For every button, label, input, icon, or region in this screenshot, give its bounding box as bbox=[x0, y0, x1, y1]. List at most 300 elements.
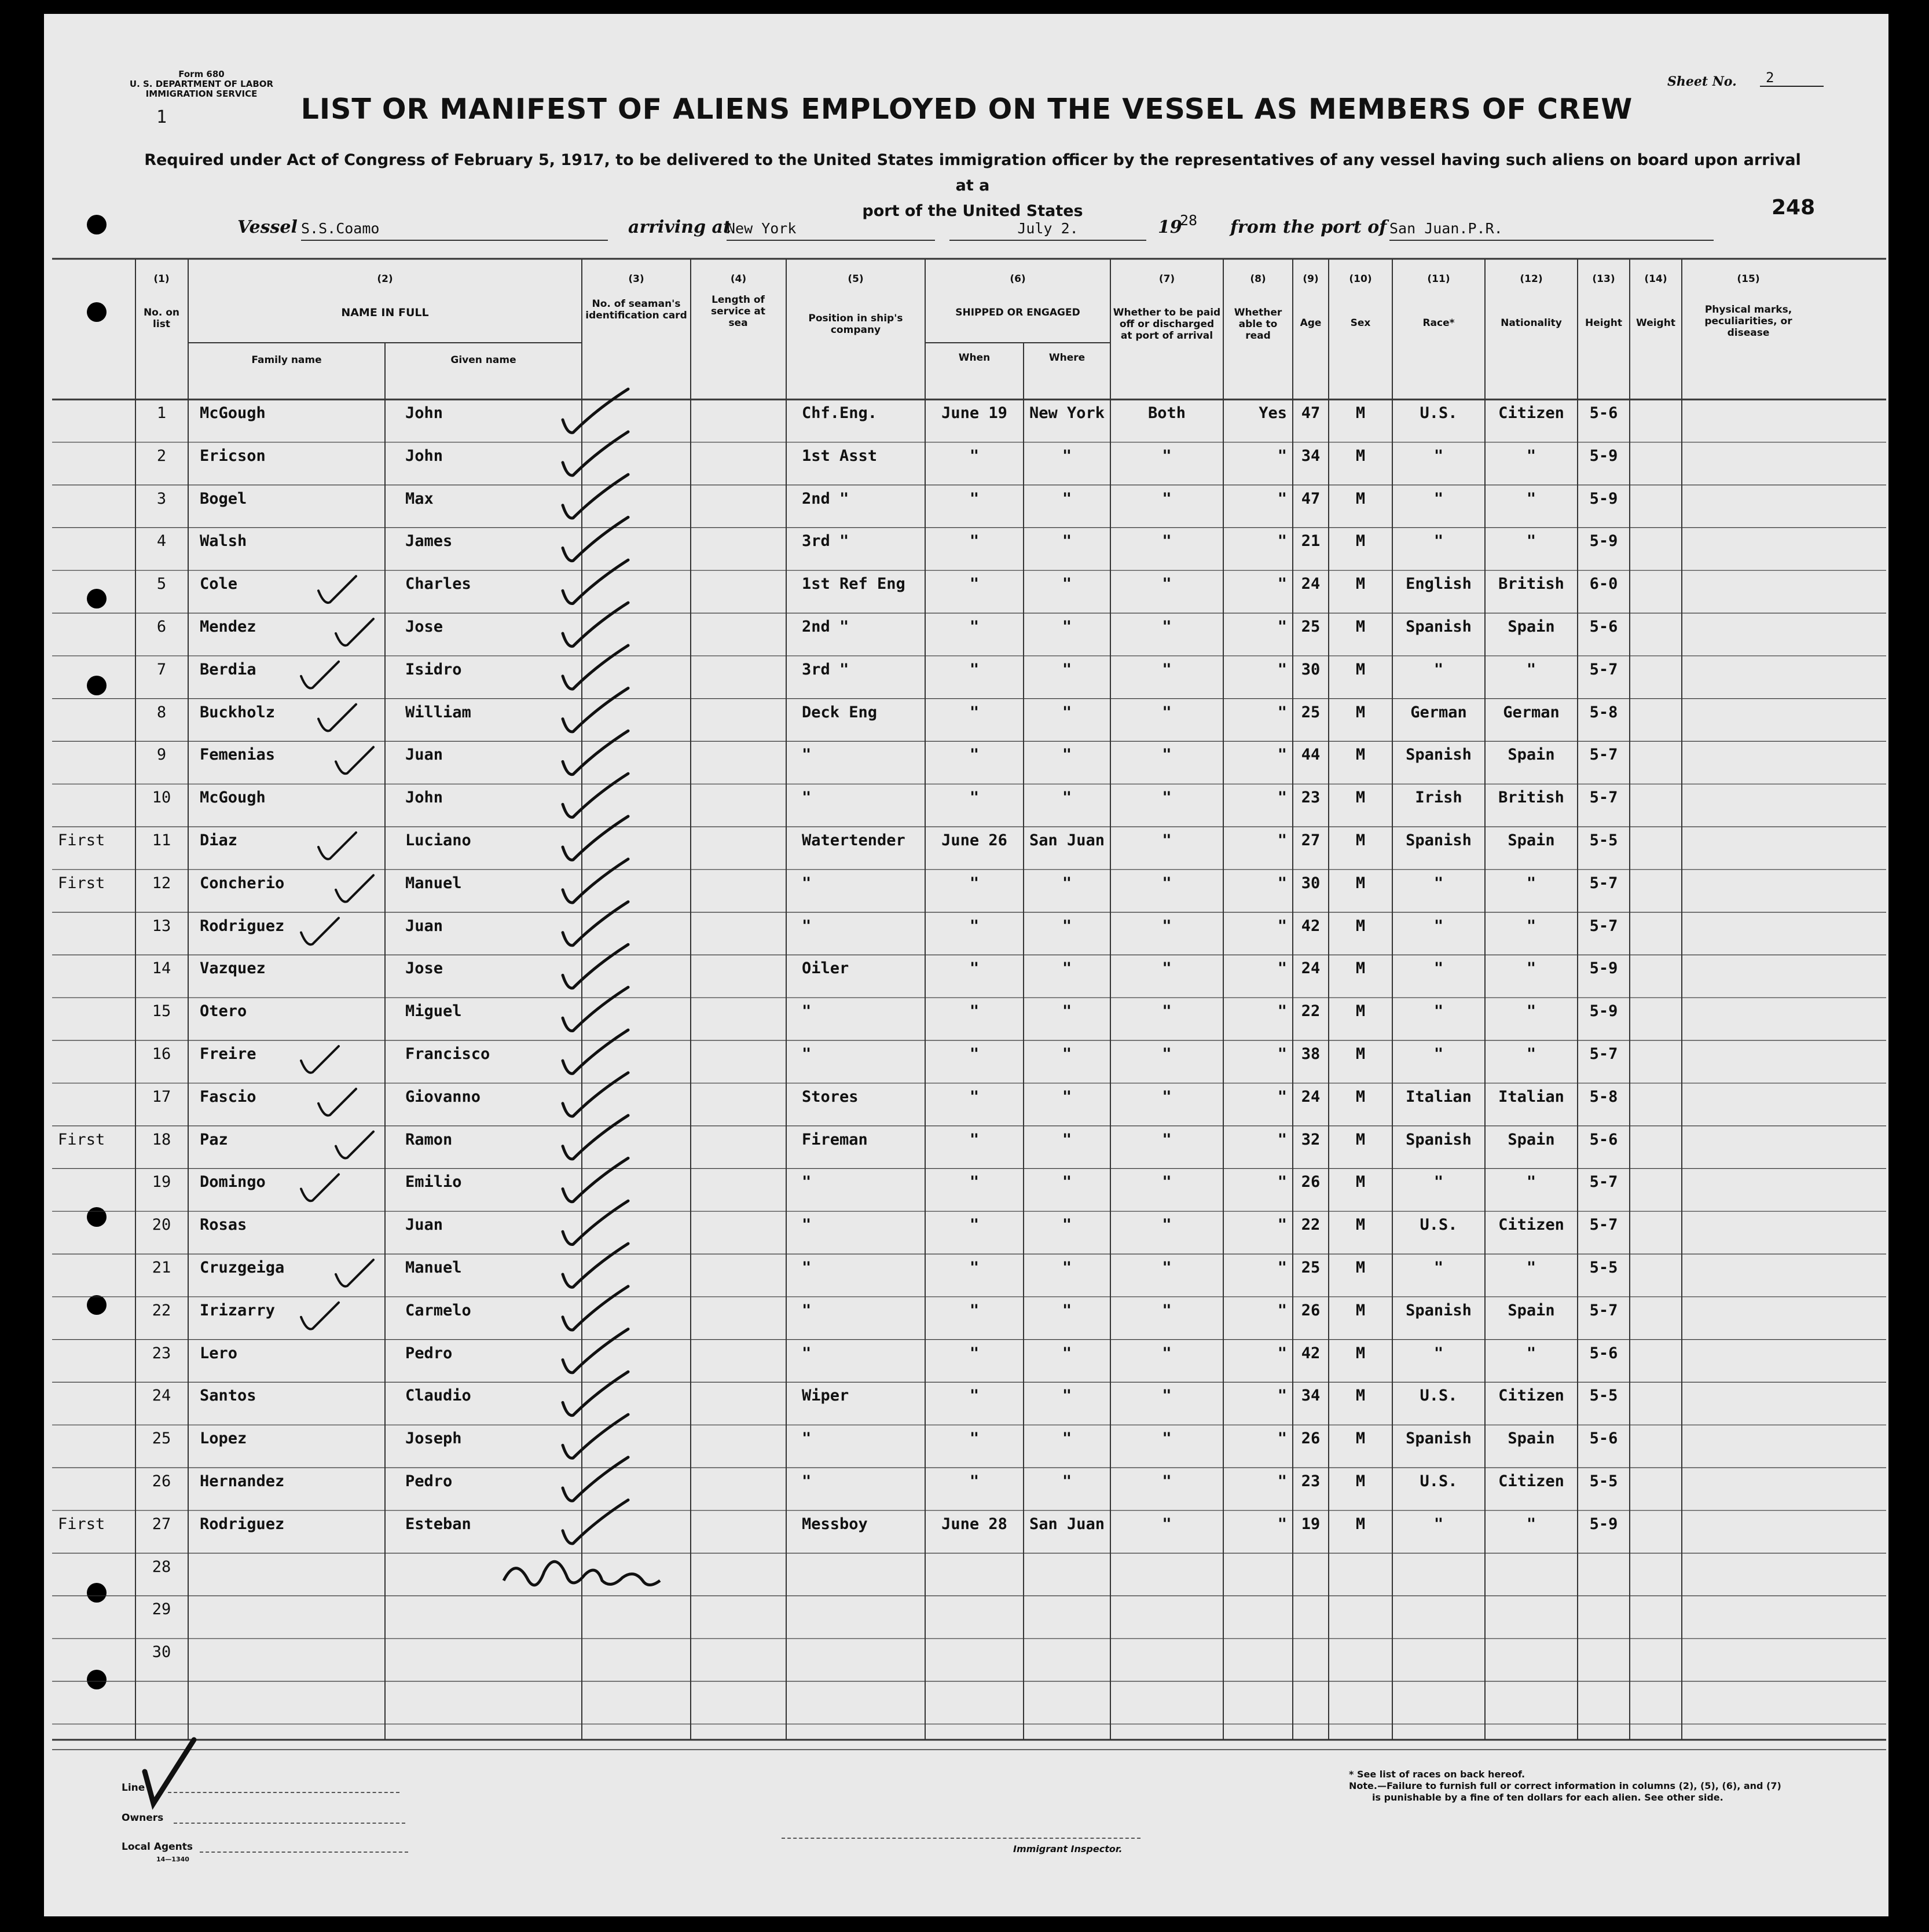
height: 5-5 bbox=[1589, 1387, 1618, 1405]
header-id-card: No. of seaman's identification card bbox=[585, 298, 687, 321]
row-number: 7 bbox=[156, 660, 167, 679]
able-to-read: " bbox=[1277, 575, 1287, 593]
paid-off: " bbox=[1162, 660, 1172, 679]
age: 26 bbox=[1301, 1173, 1321, 1192]
shipped-where: " bbox=[1062, 1173, 1072, 1192]
vessel-name: S.S.Coamo bbox=[301, 220, 608, 241]
able-to-read: " bbox=[1277, 703, 1287, 721]
shipped-where: " bbox=[1062, 1472, 1072, 1490]
service-name: IMMIGRATION SERVICE bbox=[145, 89, 258, 99]
nationality: Citizen bbox=[1498, 1472, 1564, 1490]
shipped-when: " bbox=[969, 1216, 980, 1234]
position: 3rd " bbox=[802, 660, 849, 679]
nationality: " bbox=[1526, 446, 1536, 465]
able-to-read: " bbox=[1277, 1130, 1287, 1149]
position: 2nd " bbox=[802, 489, 849, 508]
family-name: Concherio bbox=[200, 874, 285, 892]
colnum-12: (12) bbox=[1520, 273, 1543, 285]
header-height: Height bbox=[1585, 317, 1622, 329]
able-to-read: " bbox=[1277, 1344, 1287, 1362]
given-name: Charles bbox=[405, 575, 471, 593]
age: 47 bbox=[1301, 489, 1321, 508]
name-checkmark bbox=[336, 1132, 373, 1159]
position: " bbox=[802, 874, 812, 892]
row-number: 16 bbox=[152, 1045, 171, 1063]
row-number: 6 bbox=[156, 618, 167, 636]
paid-off: " bbox=[1162, 1301, 1172, 1319]
row-number: 20 bbox=[152, 1216, 171, 1234]
header-able-read: Whether able to read bbox=[1234, 307, 1282, 342]
row-number: 27 bbox=[152, 1515, 171, 1533]
height: 5-7 bbox=[1589, 1216, 1618, 1234]
able-to-read: " bbox=[1277, 618, 1287, 636]
name-checkmark bbox=[318, 705, 356, 731]
given-name: James bbox=[405, 532, 453, 551]
sex: M bbox=[1355, 1173, 1366, 1192]
name-checkmark bbox=[301, 1046, 339, 1073]
race: Spanish bbox=[1406, 1429, 1472, 1448]
able-to-read: " bbox=[1277, 831, 1287, 849]
paid-off: " bbox=[1162, 746, 1172, 764]
footnote-races: * See list of races on back hereof. bbox=[1349, 1769, 1525, 1780]
nationality: Spain bbox=[1508, 831, 1555, 849]
sheet-number: 2 bbox=[1760, 69, 1824, 87]
shipped-when: " bbox=[969, 618, 980, 636]
able-to-read: " bbox=[1277, 446, 1287, 465]
height: 5-7 bbox=[1589, 874, 1618, 892]
shipped-when: " bbox=[969, 1472, 980, 1490]
id-card-checkmark bbox=[563, 773, 628, 817]
header-name-in-full: NAME IN FULL bbox=[341, 306, 429, 319]
paid-off: " bbox=[1162, 1472, 1172, 1490]
paid-off: " bbox=[1162, 1045, 1172, 1063]
page-title: LIST OR MANIFEST OF ALIENS EMPLOYED ON THE VESSEL AS MEMBERS OF CREW bbox=[300, 93, 1633, 126]
age: 25 bbox=[1301, 703, 1321, 721]
shipped-when: June 19 bbox=[941, 404, 1007, 422]
shipped-where: " bbox=[1062, 618, 1072, 636]
shipped-when: " bbox=[969, 916, 980, 935]
row-number: 18 bbox=[152, 1130, 171, 1149]
footnotes bbox=[1349, 1769, 1812, 1803]
age: 25 bbox=[1301, 1259, 1321, 1277]
row-note: First bbox=[58, 831, 105, 849]
age: 23 bbox=[1301, 789, 1321, 807]
family-name: Femenias bbox=[200, 746, 276, 764]
able-to-read: " bbox=[1277, 1259, 1287, 1277]
shipped-when: " bbox=[969, 575, 980, 593]
id-card-checkmark bbox=[563, 1201, 628, 1244]
id-card-checkmark bbox=[563, 646, 628, 689]
race: " bbox=[1433, 959, 1444, 978]
given-name: Emilio bbox=[405, 1173, 462, 1192]
able-to-read: " bbox=[1277, 660, 1287, 679]
shipped-where: " bbox=[1062, 916, 1072, 935]
sex: M bbox=[1355, 1472, 1366, 1490]
position: " bbox=[802, 1002, 812, 1021]
departure-port: San Juan.P.R. bbox=[1389, 220, 1714, 241]
id-card-checkmark bbox=[563, 1329, 628, 1373]
row-number: 1 bbox=[156, 404, 167, 422]
shipped-where: " bbox=[1062, 1216, 1072, 1234]
able-to-read: " bbox=[1277, 1387, 1287, 1405]
row-number: 10 bbox=[152, 789, 171, 807]
row-note: First bbox=[58, 1130, 105, 1149]
row-number: 21 bbox=[152, 1259, 171, 1277]
position: Deck Eng bbox=[802, 703, 878, 721]
shipped-where: " bbox=[1062, 446, 1072, 465]
paid-off: Both bbox=[1147, 404, 1186, 422]
paid-off: " bbox=[1162, 1344, 1172, 1362]
paid-off: " bbox=[1162, 1130, 1172, 1149]
shipped-when: " bbox=[969, 1429, 980, 1448]
nationality: British bbox=[1498, 789, 1564, 807]
shipped-when: " bbox=[969, 660, 980, 679]
position: 1st Ref Eng bbox=[802, 575, 905, 593]
able-to-read: " bbox=[1277, 1472, 1287, 1490]
header-nationality: Nationality bbox=[1501, 317, 1562, 329]
height: 5-9 bbox=[1589, 532, 1618, 551]
height: 5-6 bbox=[1589, 618, 1618, 636]
family-name: Cole bbox=[200, 575, 238, 593]
sex: M bbox=[1355, 575, 1366, 593]
family-name: Paz bbox=[200, 1130, 228, 1149]
shipped-where: " bbox=[1062, 532, 1072, 551]
able-to-read: " bbox=[1277, 916, 1287, 935]
height: 5-7 bbox=[1589, 916, 1618, 935]
able-to-read: " bbox=[1277, 874, 1287, 892]
age: 23 bbox=[1301, 1472, 1321, 1490]
id-card-checkmark bbox=[563, 816, 628, 860]
position: Wiper bbox=[802, 1387, 849, 1405]
id-card-checkmark bbox=[563, 987, 628, 1031]
age: 24 bbox=[1301, 1087, 1321, 1106]
paid-off: " bbox=[1162, 703, 1172, 721]
paid-off: " bbox=[1162, 959, 1172, 978]
given-name: Max bbox=[405, 489, 434, 508]
family-name: Buckholz bbox=[200, 703, 276, 721]
paid-off: " bbox=[1162, 1173, 1172, 1192]
nationality: " bbox=[1526, 532, 1536, 551]
given-name: Esteban bbox=[405, 1515, 471, 1533]
id-card-checkmark bbox=[563, 902, 628, 945]
paid-off: " bbox=[1162, 489, 1172, 508]
shipped-where: San Juan bbox=[1029, 1515, 1105, 1533]
shipped-when: " bbox=[969, 1387, 980, 1405]
age: 42 bbox=[1301, 916, 1321, 935]
shipped-when: " bbox=[969, 789, 980, 807]
form-code: 14—1340 bbox=[156, 1856, 189, 1863]
id-card-checkmark bbox=[563, 1414, 628, 1458]
race: " bbox=[1433, 1045, 1444, 1063]
id-card-checkmark bbox=[563, 1372, 628, 1415]
id-card-checkmark bbox=[563, 389, 628, 432]
id-card-checkmark bbox=[563, 1500, 628, 1544]
height: 6-0 bbox=[1589, 575, 1618, 593]
row-note: First bbox=[58, 874, 105, 892]
corner-mark: 1 bbox=[156, 107, 167, 127]
race: " bbox=[1433, 660, 1444, 679]
id-card-checkmark bbox=[563, 603, 628, 646]
position: " bbox=[802, 1259, 812, 1277]
height: 5-9 bbox=[1589, 489, 1618, 508]
nationality: Citizen bbox=[1498, 404, 1564, 422]
sex: M bbox=[1355, 489, 1366, 508]
race: Irish bbox=[1415, 789, 1462, 807]
id-card-checkmark bbox=[563, 1457, 628, 1501]
race: " bbox=[1433, 1002, 1444, 1021]
age: 34 bbox=[1301, 446, 1321, 465]
family-name: Walsh bbox=[200, 532, 247, 551]
paid-off: " bbox=[1162, 831, 1172, 849]
race: " bbox=[1433, 874, 1444, 892]
shipped-when: " bbox=[969, 874, 980, 892]
able-to-read: Yes bbox=[1259, 404, 1287, 422]
nationality: Spain bbox=[1508, 618, 1555, 636]
row-number: 29 bbox=[152, 1600, 171, 1619]
sex: M bbox=[1355, 446, 1366, 465]
given-name: Carmelo bbox=[405, 1301, 471, 1319]
position: Oiler bbox=[802, 959, 849, 978]
vessel-label: Vessel bbox=[237, 217, 298, 237]
height: 5-7 bbox=[1589, 1301, 1618, 1319]
age: 30 bbox=[1301, 874, 1321, 892]
shipped-when: " bbox=[969, 1344, 980, 1362]
colnum-11: (11) bbox=[1427, 273, 1450, 285]
nationality: Citizen bbox=[1498, 1387, 1564, 1405]
height: 5-8 bbox=[1589, 703, 1618, 721]
family-name: Fascio bbox=[200, 1087, 256, 1106]
shipped-when: " bbox=[969, 489, 980, 508]
name-checkmark bbox=[336, 619, 373, 646]
age: 42 bbox=[1301, 1344, 1321, 1362]
sex: M bbox=[1355, 1515, 1366, 1533]
owners-label: Owners bbox=[122, 1812, 164, 1824]
family-name: Domingo bbox=[200, 1173, 266, 1192]
nationality: " bbox=[1526, 1515, 1536, 1533]
position: 2nd " bbox=[802, 618, 849, 636]
given-name: John bbox=[405, 446, 443, 465]
family-name: Berdia bbox=[200, 660, 256, 679]
race: Spanish bbox=[1406, 1130, 1472, 1149]
family-name: Santos bbox=[200, 1387, 256, 1405]
race: U.S. bbox=[1420, 1387, 1458, 1405]
sex: M bbox=[1355, 959, 1366, 978]
shipped-where: " bbox=[1062, 746, 1072, 764]
age: 30 bbox=[1301, 660, 1321, 679]
header-physical-marks: Physical marks, peculiarities, or disease bbox=[1704, 304, 1792, 339]
height: 5-8 bbox=[1589, 1087, 1618, 1106]
sex: M bbox=[1355, 874, 1366, 892]
family-name: Diaz bbox=[200, 831, 238, 849]
id-card-checkmark bbox=[563, 1158, 628, 1201]
id-card-checkmark bbox=[563, 859, 628, 903]
given-name: Luciano bbox=[405, 831, 471, 849]
nationality: " bbox=[1526, 916, 1536, 935]
nationality: Italian bbox=[1498, 1087, 1564, 1106]
nationality: Citizen bbox=[1498, 1216, 1564, 1234]
sex: M bbox=[1355, 916, 1366, 935]
given-name: Claudio bbox=[405, 1387, 471, 1405]
nationality: Spain bbox=[1508, 1130, 1555, 1149]
agents-rule bbox=[200, 1852, 408, 1853]
position: " bbox=[802, 1216, 812, 1234]
sex: M bbox=[1355, 618, 1366, 636]
given-name: Miguel bbox=[405, 1002, 462, 1021]
line-rule bbox=[168, 1792, 399, 1793]
age: 38 bbox=[1301, 1045, 1321, 1063]
line-label: Line bbox=[122, 1782, 145, 1794]
paid-off: " bbox=[1162, 1515, 1172, 1533]
arrival-port: New York bbox=[727, 220, 935, 241]
nationality: Spain bbox=[1508, 1429, 1555, 1448]
paid-off: " bbox=[1162, 874, 1172, 892]
race: U.S. bbox=[1420, 404, 1458, 422]
nationality: " bbox=[1526, 1045, 1536, 1063]
family-name: Bogel bbox=[200, 489, 247, 508]
id-card-checkmark bbox=[563, 1073, 628, 1116]
race: " bbox=[1433, 916, 1444, 935]
id-card-checkmark bbox=[563, 517, 628, 560]
age: 27 bbox=[1301, 831, 1321, 849]
paid-off: " bbox=[1162, 618, 1172, 636]
name-checkmark bbox=[301, 662, 339, 688]
nationality: " bbox=[1526, 1344, 1536, 1362]
race: Spanish bbox=[1406, 831, 1472, 849]
race: " bbox=[1433, 1173, 1444, 1192]
shipped-when: " bbox=[969, 1301, 980, 1319]
position: " bbox=[802, 1045, 812, 1063]
race: Italian bbox=[1406, 1087, 1472, 1106]
name-checkmark bbox=[301, 1174, 339, 1201]
line-checkmark bbox=[145, 1740, 194, 1803]
able-to-read: " bbox=[1277, 959, 1287, 978]
arrival-date: July 2. bbox=[949, 220, 1146, 241]
position: " bbox=[802, 789, 812, 807]
able-to-read: " bbox=[1277, 1002, 1287, 1021]
height: 5-7 bbox=[1589, 746, 1618, 764]
shipped-when: June 28 bbox=[941, 1515, 1007, 1533]
position: " bbox=[802, 746, 812, 764]
row-number: 30 bbox=[152, 1643, 171, 1662]
shipped-when: " bbox=[969, 703, 980, 721]
able-to-read: " bbox=[1277, 489, 1287, 508]
sex: M bbox=[1355, 660, 1366, 679]
family-name: Otero bbox=[200, 1002, 247, 1021]
race: English bbox=[1406, 575, 1472, 593]
name-checkmark bbox=[301, 918, 339, 945]
age: 32 bbox=[1301, 1130, 1321, 1149]
age: 21 bbox=[1301, 532, 1321, 551]
agents-label: Local Agents bbox=[122, 1841, 193, 1853]
given-name: Jose bbox=[405, 959, 443, 978]
family-name: Vazquez bbox=[200, 959, 266, 978]
owners-rule bbox=[174, 1823, 405, 1824]
footnote-penalty-1: Note.—Failure to furnish full or correct information in columns (2), (5), (6), and (7) bbox=[1349, 1780, 1781, 1791]
row-number: 15 bbox=[152, 1002, 171, 1021]
sex: M bbox=[1355, 1087, 1366, 1106]
family-name: Irizarry bbox=[200, 1301, 276, 1319]
position: Watertender bbox=[802, 831, 905, 849]
age: 26 bbox=[1301, 1429, 1321, 1448]
able-to-read: " bbox=[1277, 1216, 1287, 1234]
sex: M bbox=[1355, 1387, 1366, 1405]
id-card-checkmark bbox=[563, 432, 628, 475]
age: 19 bbox=[1301, 1515, 1321, 1533]
inspector-label: Immigrant Inspector. bbox=[1013, 1843, 1123, 1854]
row-number: 13 bbox=[152, 916, 171, 935]
position: Chf.Eng. bbox=[802, 404, 878, 422]
sex: M bbox=[1355, 1045, 1366, 1063]
given-name: Pedro bbox=[405, 1472, 453, 1490]
given-name: John bbox=[405, 404, 443, 422]
position: 1st Asst bbox=[802, 446, 878, 465]
row-number: 24 bbox=[152, 1387, 171, 1405]
shipped-where: San Juan bbox=[1029, 831, 1105, 849]
row-number: 12 bbox=[152, 874, 171, 892]
able-to-read: " bbox=[1277, 1173, 1287, 1192]
sex: M bbox=[1355, 703, 1366, 721]
paid-off: " bbox=[1162, 1259, 1172, 1277]
sex: M bbox=[1355, 789, 1366, 807]
height: 5-5 bbox=[1589, 1472, 1618, 1490]
age: 34 bbox=[1301, 1387, 1321, 1405]
age: 24 bbox=[1301, 575, 1321, 593]
row-number: 3 bbox=[156, 489, 167, 508]
given-name: Giovanno bbox=[405, 1087, 481, 1106]
shipped-where: " bbox=[1062, 489, 1072, 508]
height: 5-7 bbox=[1589, 1045, 1618, 1063]
sex: M bbox=[1355, 1130, 1366, 1149]
paid-off: " bbox=[1162, 1387, 1172, 1405]
name-checkmark bbox=[336, 875, 373, 902]
position: " bbox=[802, 1344, 812, 1362]
colnum-3: (3) bbox=[628, 273, 644, 285]
id-card-checkmark bbox=[563, 1286, 628, 1330]
given-name: John bbox=[405, 789, 443, 807]
colnum-4: (4) bbox=[730, 273, 747, 285]
given-name: William bbox=[405, 703, 471, 721]
subtitle-line-1: Required under Act of Congress of February 5, 1917, to be delivered to the United States immigration officer by the representatives of any vessel having such aliens on board upon arrival at a bbox=[144, 151, 1801, 195]
age: 44 bbox=[1301, 746, 1321, 764]
family-name: McGough bbox=[200, 404, 266, 422]
height: 5-7 bbox=[1589, 660, 1618, 679]
race: " bbox=[1433, 1259, 1444, 1277]
able-to-read: " bbox=[1277, 1087, 1287, 1106]
family-name: Mendez bbox=[200, 618, 256, 636]
subtitle-line-2: port of the United States bbox=[862, 202, 1083, 220]
header-when: When bbox=[958, 352, 991, 364]
shipped-where: " bbox=[1062, 959, 1072, 978]
race: U.S. bbox=[1420, 1216, 1458, 1234]
shipped-when: " bbox=[969, 1130, 980, 1149]
sex: M bbox=[1355, 746, 1366, 764]
nationality: " bbox=[1526, 1002, 1536, 1021]
age: 47 bbox=[1301, 404, 1321, 422]
row-number: 9 bbox=[156, 746, 167, 764]
given-name: Manuel bbox=[405, 1259, 462, 1277]
shipped-where: " bbox=[1062, 874, 1072, 892]
footnote-penalty-2: is punishable by a fine of ten dollars for each alien. See other side. bbox=[1372, 1792, 1723, 1803]
year-value: 28 bbox=[1180, 212, 1198, 229]
shipped-where: " bbox=[1062, 1387, 1072, 1405]
able-to-read: " bbox=[1277, 789, 1287, 807]
able-to-read: " bbox=[1277, 746, 1287, 764]
paid-off: " bbox=[1162, 1216, 1172, 1234]
family-name: McGough bbox=[200, 789, 266, 807]
header-race: Race* bbox=[1422, 317, 1455, 329]
shipped-where: " bbox=[1062, 1045, 1072, 1063]
header-family-name: Family name bbox=[251, 354, 322, 366]
